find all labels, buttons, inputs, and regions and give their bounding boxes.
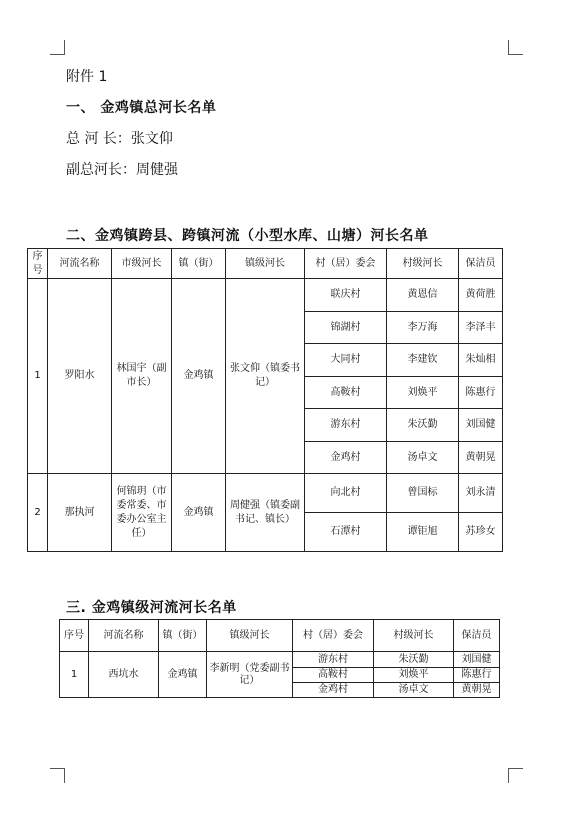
village-river-chief: 汤卓文 bbox=[387, 442, 459, 474]
section2-table bbox=[27, 248, 503, 552]
header-cell: 村（居）委会 bbox=[305, 249, 387, 279]
village-river-chief: 曾国标 bbox=[387, 474, 459, 513]
village-name: 游东村 bbox=[305, 409, 387, 442]
village-name: 高鞍村 bbox=[305, 377, 387, 409]
cleaner-name: 黄朝晃 bbox=[459, 442, 503, 474]
row-number: 1 bbox=[28, 279, 48, 474]
table-row bbox=[28, 474, 503, 513]
village-name: 游东村 bbox=[293, 652, 374, 668]
town-river-chief: 张文仰（镇委书记） bbox=[226, 279, 305, 474]
chief-river-head: 总 河 长：张文仰 bbox=[66, 131, 173, 147]
header-cell: 河流名称 bbox=[48, 249, 112, 279]
river-name: 那执河 bbox=[48, 474, 112, 552]
header-cell: 村（居）委会 bbox=[293, 620, 374, 652]
crop-mark-bottom-left bbox=[50, 768, 65, 783]
town-name: 金鸡镇 bbox=[172, 279, 226, 474]
header-cell: 村级河长 bbox=[387, 249, 459, 279]
table-row bbox=[28, 279, 503, 312]
section3-table bbox=[59, 619, 500, 698]
town-name: 金鸡镇 bbox=[159, 652, 207, 698]
section2-title: 二、金鸡镇跨县、跨镇河流（小型水库、山塘）河长名单 bbox=[66, 228, 429, 244]
table-header-row bbox=[28, 249, 503, 279]
table-header-row bbox=[60, 620, 500, 652]
village-river-chief: 李建钦 bbox=[387, 344, 459, 377]
cleaner-name: 朱灿相 bbox=[459, 344, 503, 377]
header-cell: 村级河长 bbox=[374, 620, 454, 652]
header-cell: 镇级河长 bbox=[207, 620, 293, 652]
header-cell: 保洁员 bbox=[454, 620, 500, 652]
row-number: 2 bbox=[28, 474, 48, 552]
village-name: 向北村 bbox=[305, 474, 387, 513]
river-name: 西坑水 bbox=[89, 652, 159, 698]
header-cell: 市级河长 bbox=[112, 249, 172, 279]
village-name: 石潭村 bbox=[305, 513, 387, 552]
header-cell: 保洁员 bbox=[459, 249, 503, 279]
village-river-chief: 朱沃勤 bbox=[387, 409, 459, 442]
crop-mark-bottom-right bbox=[508, 768, 523, 783]
header-cell: 河流名称 bbox=[89, 620, 159, 652]
crop-mark-top-left bbox=[50, 40, 65, 55]
cleaner-name: 黄朝晃 bbox=[454, 683, 500, 698]
town-name: 金鸡镇 bbox=[172, 474, 226, 552]
cleaner-name: 刘永清 bbox=[459, 474, 503, 513]
village-river-chief: 朱沃勤 bbox=[374, 652, 454, 668]
crop-mark-top-right bbox=[508, 40, 523, 55]
cleaner-name: 苏珍女 bbox=[459, 513, 503, 552]
deputy-river-head: 副总河长：周健强 bbox=[66, 162, 178, 178]
header-cell: 镇（街） bbox=[172, 249, 226, 279]
header-cell: 序号 bbox=[28, 249, 48, 279]
header-cell: 镇级河长 bbox=[226, 249, 305, 279]
section3-title: 三. 金鸡镇级河流河长名单 bbox=[66, 600, 237, 616]
cleaner-name: 刘国健 bbox=[454, 652, 500, 668]
village-river-chief: 谭钜旭 bbox=[387, 513, 459, 552]
village-name: 金鸡村 bbox=[305, 442, 387, 474]
town-river-chief: 李新明（党委副书记） bbox=[207, 652, 293, 698]
city-river-chief: 何锦玥（市委常委、市委办公室主任） bbox=[112, 474, 172, 552]
section1-title: 一、 金鸡镇总河长名单 bbox=[66, 100, 217, 116]
village-name: 金鸡村 bbox=[293, 683, 374, 698]
row-number: 1 bbox=[60, 652, 89, 698]
cleaner-name: 李泽丰 bbox=[459, 312, 503, 344]
village-name: 大同村 bbox=[305, 344, 387, 377]
village-river-chief: 李万海 bbox=[387, 312, 459, 344]
village-name: 高鞍村 bbox=[293, 668, 374, 683]
village-river-chief: 汤卓文 bbox=[374, 683, 454, 698]
village-river-chief: 刘焕平 bbox=[374, 668, 454, 683]
header-cell: 镇（街） bbox=[159, 620, 207, 652]
town-river-chief: 周健强（镇委副书记、镇长） bbox=[226, 474, 305, 552]
header-cell: 序号 bbox=[60, 620, 89, 652]
cleaner-name: 陈惠行 bbox=[454, 668, 500, 683]
table-row bbox=[60, 652, 500, 668]
cleaner-name: 陈惠行 bbox=[459, 377, 503, 409]
village-name: 锦湖村 bbox=[305, 312, 387, 344]
cleaner-name: 黄荷胜 bbox=[459, 279, 503, 312]
river-name: 罗阳水 bbox=[48, 279, 112, 474]
cleaner-name: 刘国健 bbox=[459, 409, 503, 442]
city-river-chief: 林国宇（副市长） bbox=[112, 279, 172, 474]
village-name: 联庆村 bbox=[305, 279, 387, 312]
village-river-chief: 黄恩信 bbox=[387, 279, 459, 312]
attachment-label: 附件 1 bbox=[66, 69, 108, 85]
village-river-chief: 刘焕平 bbox=[387, 377, 459, 409]
